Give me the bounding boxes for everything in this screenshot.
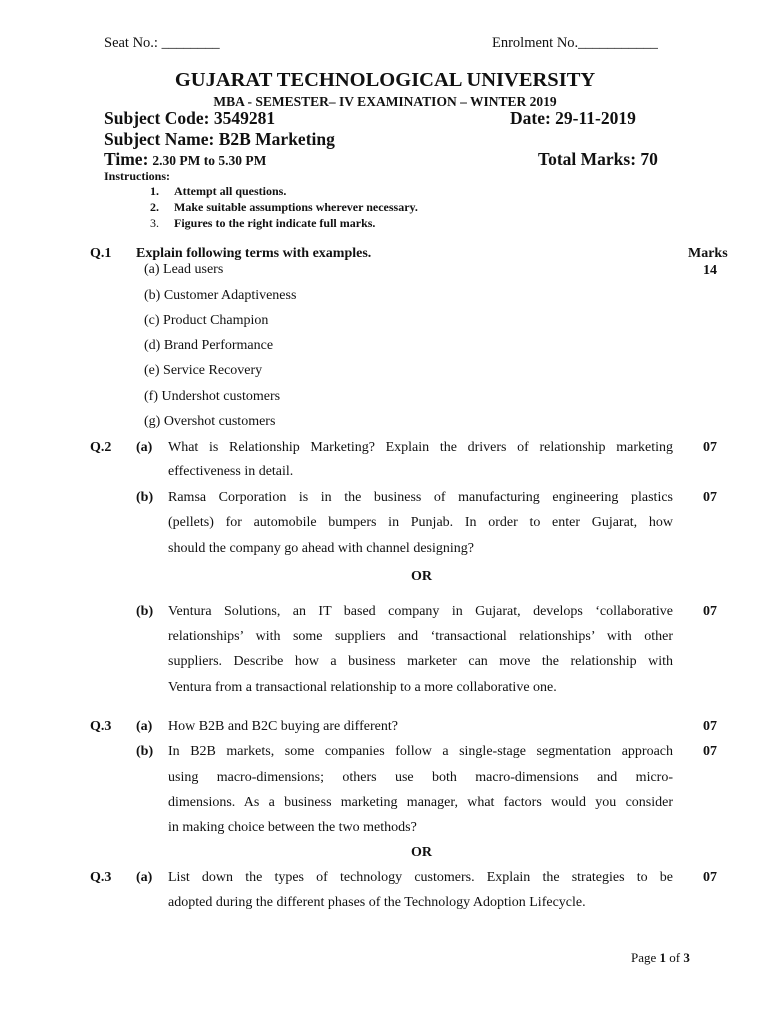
page-total: 3: [683, 950, 690, 965]
question-text-line: What is Relationship Marketing? Explain the drivers of relationship marketing: [168, 440, 673, 455]
sub-question-label: (b): [136, 490, 154, 505]
list-item: (c) Product Champion: [144, 313, 269, 328]
question-text-line: in making choice between the two methods?: [168, 820, 417, 835]
question-number: Q.2: [90, 440, 112, 455]
subject-name: Subject Name: B2B Marketing: [104, 129, 335, 149]
exam-title: MBA - SEMESTER– IV EXAMINATION – WINTER 2019: [213, 94, 557, 109]
marks-header: Marks: [688, 246, 728, 261]
list-item: (g) Overshot customers: [144, 414, 276, 429]
list-item: (e) Service Recovery: [144, 363, 263, 378]
marks-value: 07: [703, 440, 717, 455]
page-number: [631, 950, 690, 966]
question-number: Q.3: [90, 719, 112, 734]
instruction-text: Figures to the right indicate full marks.: [174, 216, 376, 230]
list-item: (d) Brand Performance: [144, 338, 274, 353]
total-marks: Total Marks: 70: [538, 149, 658, 169]
marks-value: 07: [703, 719, 717, 734]
or-separator: OR: [411, 569, 432, 584]
exam-time: [104, 149, 266, 170]
marks-value: 07: [703, 604, 717, 619]
sub-question-label: (a): [136, 870, 153, 885]
seat-no: Seat No.: ________: [104, 35, 220, 51]
question-text-line: effectiveness in detail.: [168, 464, 294, 479]
question-number: Q.3: [90, 870, 112, 885]
or-separator: OR: [411, 845, 432, 860]
list-item: (a) Lead users: [144, 262, 224, 277]
time-label: Time:: [104, 149, 149, 169]
time-value: 2.30 PM to 5.30 PM: [152, 153, 267, 168]
question-title: Explain following terms with examples.: [136, 246, 372, 261]
question-number: Q.1: [90, 246, 112, 261]
sub-question-label: (a): [136, 719, 153, 734]
instruction-number: 2.: [150, 200, 159, 214]
instruction-text: Attempt all questions.: [174, 184, 287, 198]
marks-value: 07: [703, 744, 717, 759]
question-text-line: adopted during the different phases of the Technology Adoption Lifecycle.: [168, 895, 586, 910]
sub-question-label: (b): [136, 744, 154, 759]
question-text-line: Ventura from a transactional relationship to a more collaborative one.: [168, 680, 557, 695]
exam-date: Date: 29-11-2019: [510, 108, 636, 128]
question-text-line: Ventura Solutions, an IT based company in Gujarat, develops ‘collaborative: [168, 604, 673, 619]
university-name: GUJARAT TECHNOLOGICAL UNIVERSITY: [174, 69, 596, 91]
question-text-line: In B2B markets, some companies follow a single-stage segmentation approach: [168, 744, 673, 759]
instruction-text: Make suitable assumptions wherever necessary.: [174, 200, 418, 214]
marks-value: 07: [703, 870, 717, 885]
question-text-line: How B2B and B2C buying are different?: [168, 719, 398, 734]
instruction-number: 1.: [150, 184, 159, 198]
instruction-number: 3.: [150, 216, 159, 230]
list-item: (b) Customer Adaptiveness: [144, 288, 297, 303]
page-prefix: Page: [631, 950, 660, 965]
marks-value: 14: [703, 263, 717, 278]
question-text-line: Ramsa Corporation is in the business of manufacturing engineering plastics: [168, 490, 673, 505]
sub-question-label: (a): [136, 440, 153, 455]
marks-value: 07: [703, 490, 717, 505]
enrolment-no: Enrolment No.___________: [492, 35, 658, 51]
question-text-line: List down the types of technology customers. Explain the strategies to be: [168, 870, 673, 885]
question-text-line: using macro-dimensions; others use both macro-dimensions and micro-: [168, 770, 673, 785]
instructions-title: Instructions:: [104, 169, 171, 183]
question-text-line: relationships’ with some suppliers and ‘transactional relationships’ with other: [168, 629, 673, 644]
page-current: 1: [659, 950, 667, 965]
list-item: (f) Undershot customers: [144, 389, 281, 404]
question-text-line: (pellets) for automobile bumpers in Punjab. In order to enter Gujarat, how: [168, 515, 673, 530]
question-text-line: should the company go ahead with channel designing?: [168, 541, 474, 556]
sub-question-label: (b): [136, 604, 154, 619]
question-text-line: suppliers. Describe how a business marketer can move the relationship with: [168, 654, 673, 669]
page-of: of: [666, 950, 684, 965]
question-text-line: dimensions. As a business marketing manager, what factors would you consider: [168, 795, 673, 810]
subject-code: Subject Code: 3549281: [104, 108, 276, 128]
